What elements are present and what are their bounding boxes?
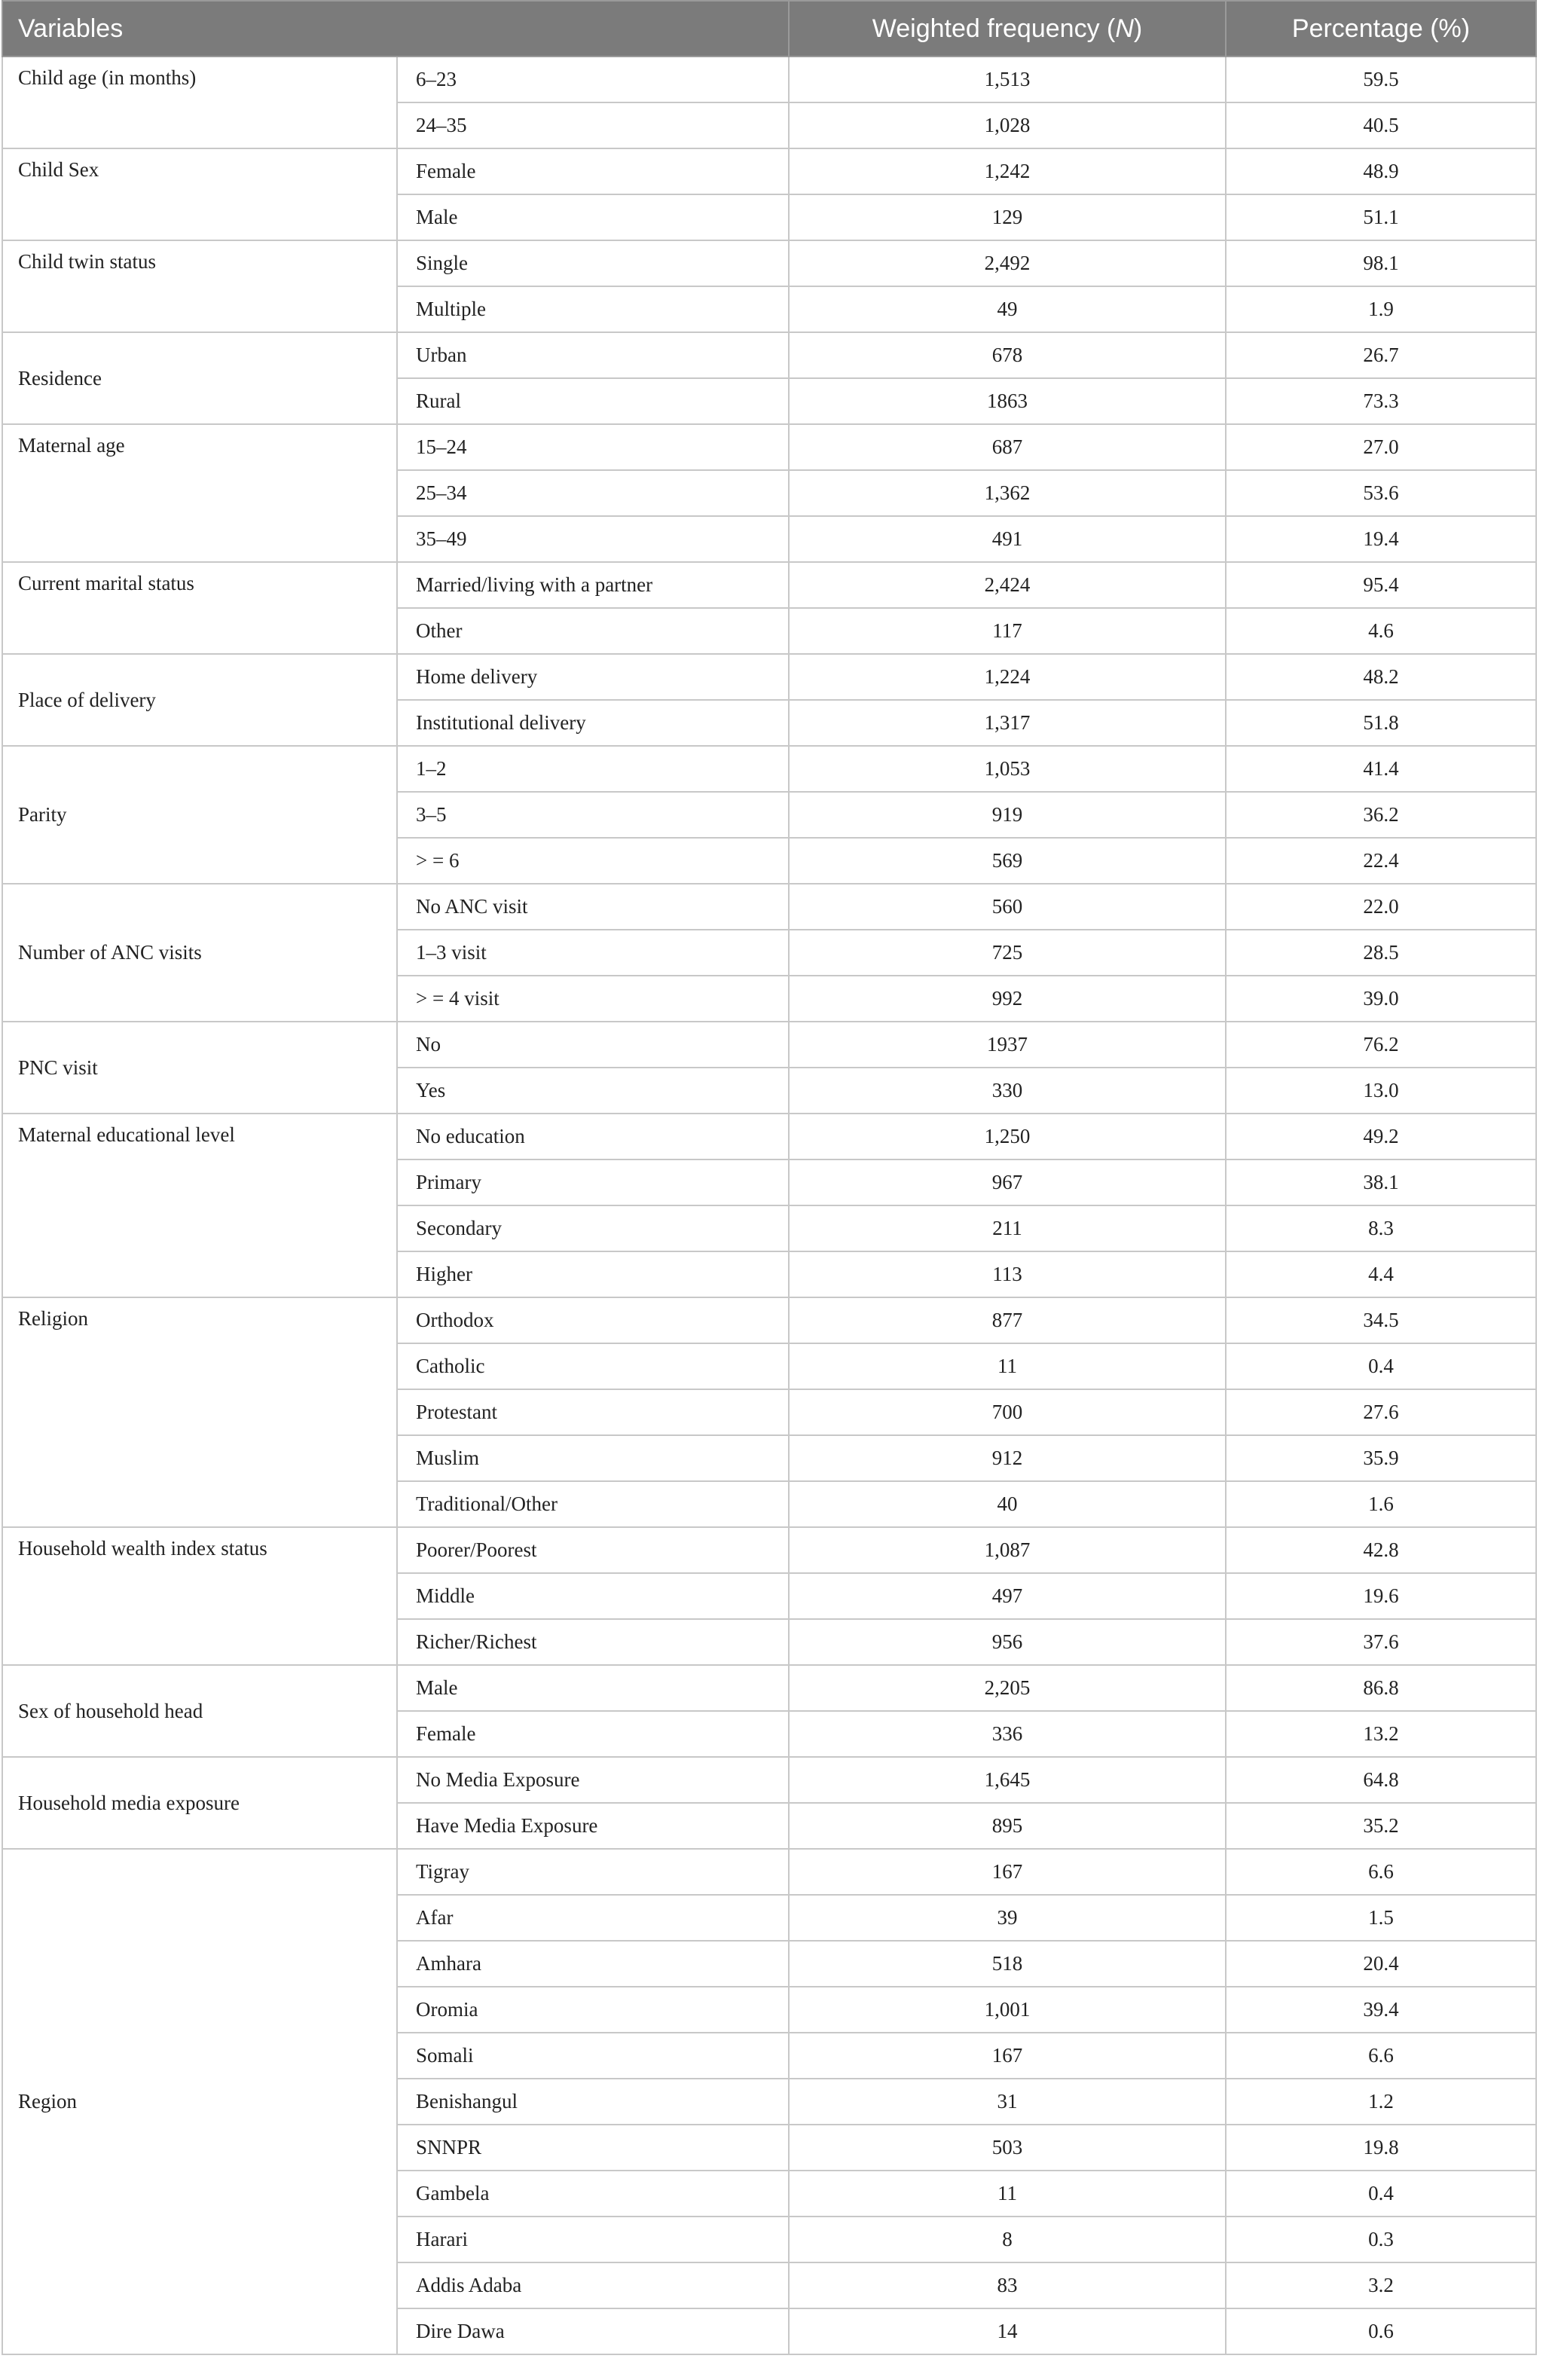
frequency-cell: 167 (789, 1849, 1226, 1895)
frequency-cell: 211 (789, 1205, 1226, 1251)
frequency-cell: 1,028 (789, 102, 1226, 148)
category-cell: 35–49 (397, 516, 789, 562)
category-cell: Rural (397, 378, 789, 424)
header-frequency-symbol: N (1115, 14, 1134, 43)
percentage-cell: 39.4 (1226, 1987, 1536, 2033)
category-cell: Female (397, 148, 789, 194)
frequency-cell: 83 (789, 2262, 1226, 2308)
frequency-cell: 895 (789, 1803, 1226, 1849)
percentage-cell: 0.3 (1226, 2217, 1536, 2262)
percentage-cell: 19.6 (1226, 1573, 1536, 1619)
category-cell: Dire Dawa (397, 2308, 789, 2354)
category-cell: SNNPR (397, 2125, 789, 2171)
frequency-cell: 1,362 (789, 470, 1226, 516)
variable-cell: Region (2, 1849, 397, 2354)
frequency-cell: 14 (789, 2308, 1226, 2354)
category-cell: 24–35 (397, 102, 789, 148)
percentage-cell: 0.4 (1226, 1343, 1536, 1389)
percentage-cell: 59.5 (1226, 57, 1536, 102)
percentage-cell: 1.5 (1226, 1895, 1536, 1941)
category-cell: Yes (397, 1068, 789, 1114)
percentage-cell: 40.5 (1226, 102, 1536, 148)
variable-cell: Household wealth index status (2, 1527, 397, 1665)
percentage-cell: 3.2 (1226, 2262, 1536, 2308)
category-cell: Urban (397, 332, 789, 378)
category-cell: > = 4 visit (397, 976, 789, 1022)
percentage-cell: 51.8 (1226, 700, 1536, 746)
table-body (2, 57, 1536, 2354)
table-row (2, 148, 1536, 194)
variable-cell: Child twin status (2, 240, 397, 332)
percentage-cell: 37.6 (1226, 1619, 1536, 1665)
category-cell: 1–2 (397, 746, 789, 792)
percentage-cell: 73.3 (1226, 378, 1536, 424)
category-cell: 25–34 (397, 470, 789, 516)
category-cell: Primary (397, 1159, 789, 1205)
header-frequency-prefix: Weighted frequency ( (872, 14, 1116, 43)
percentage-cell: 35.9 (1226, 1435, 1536, 1481)
frequency-cell: 992 (789, 976, 1226, 1022)
category-cell: Amhara (397, 1941, 789, 1987)
frequency-cell: 167 (789, 2033, 1226, 2079)
header-row (2, 1, 1536, 57)
percentage-cell: 19.8 (1226, 2125, 1536, 2171)
category-cell: Multiple (397, 286, 789, 332)
category-cell: Poorer/Poorest (397, 1527, 789, 1573)
table-row (2, 746, 1536, 792)
percentage-cell: 86.8 (1226, 1665, 1536, 1711)
frequency-cell: 518 (789, 1941, 1226, 1987)
category-cell: Afar (397, 1895, 789, 1941)
percentage-cell: 13.2 (1226, 1711, 1536, 1757)
category-cell: Harari (397, 2217, 789, 2262)
frequency-cell: 678 (789, 332, 1226, 378)
frequency-cell: 912 (789, 1435, 1226, 1481)
percentage-cell: 19.4 (1226, 516, 1536, 562)
category-cell: Female (397, 1711, 789, 1757)
frequency-cell: 8 (789, 2217, 1226, 2262)
percentage-cell: 20.4 (1226, 1941, 1536, 1987)
frequency-cell: 503 (789, 2125, 1226, 2171)
category-cell: Oromia (397, 1987, 789, 2033)
category-cell: Home delivery (397, 654, 789, 700)
variable-cell: Number of ANC visits (2, 884, 397, 1022)
category-cell: 1–3 visit (397, 930, 789, 976)
table-row (2, 1757, 1536, 1803)
frequency-cell: 31 (789, 2079, 1226, 2125)
frequency-cell: 919 (789, 792, 1226, 838)
category-cell: Catholic (397, 1343, 789, 1389)
percentage-cell: 6.6 (1226, 2033, 1536, 2079)
variable-cell: Current marital status (2, 562, 397, 654)
table-row (2, 654, 1536, 700)
frequency-cell: 967 (789, 1159, 1226, 1205)
frequency-cell: 1,224 (789, 654, 1226, 700)
frequency-cell: 39 (789, 1895, 1226, 1941)
percentage-cell: 35.2 (1226, 1803, 1536, 1849)
percentage-cell: 48.9 (1226, 148, 1536, 194)
category-cell: No Media Exposure (397, 1757, 789, 1803)
table-row (2, 240, 1536, 286)
percentage-cell: 34.5 (1226, 1297, 1536, 1343)
descriptive-statistics-table (2, 0, 1537, 2355)
table-row (2, 57, 1536, 102)
table-row (2, 1665, 1536, 1711)
percentage-cell: 13.0 (1226, 1068, 1536, 1114)
percentage-cell: 48.2 (1226, 654, 1536, 700)
percentage-cell: 51.1 (1226, 194, 1536, 240)
frequency-cell: 1,250 (789, 1114, 1226, 1159)
frequency-cell: 1863 (789, 378, 1226, 424)
frequency-cell: 11 (789, 1343, 1226, 1389)
percentage-cell: 95.4 (1226, 562, 1536, 608)
category-cell: 6–23 (397, 57, 789, 102)
table-row (2, 1849, 1536, 1895)
table-header (2, 1, 1536, 57)
category-cell: Higher (397, 1251, 789, 1297)
frequency-cell: 117 (789, 608, 1226, 654)
frequency-cell: 2,492 (789, 240, 1226, 286)
variable-cell: Residence (2, 332, 397, 424)
percentage-cell: 41.4 (1226, 746, 1536, 792)
header-weighted-frequency (789, 1, 1226, 57)
header-frequency-suffix: ) (1133, 14, 1143, 43)
category-cell: Other (397, 608, 789, 654)
variable-cell: Child age (in months) (2, 57, 397, 148)
frequency-cell: 1,053 (789, 746, 1226, 792)
percentage-cell: 26.7 (1226, 332, 1536, 378)
table-row (2, 884, 1536, 930)
category-cell: No ANC visit (397, 884, 789, 930)
category-cell: Male (397, 194, 789, 240)
variable-cell: Household media exposure (2, 1757, 397, 1849)
frequency-cell: 1,317 (789, 700, 1226, 746)
category-cell: Benishangul (397, 2079, 789, 2125)
category-cell: 3–5 (397, 792, 789, 838)
frequency-cell: 2,205 (789, 1665, 1226, 1711)
category-cell: Middle (397, 1573, 789, 1619)
variable-cell: Maternal age (2, 424, 397, 562)
percentage-cell: 28.5 (1226, 930, 1536, 976)
category-cell: No education (397, 1114, 789, 1159)
percentage-cell: 53.6 (1226, 470, 1536, 516)
percentage-cell: 1.2 (1226, 2079, 1536, 2125)
percentage-cell: 8.3 (1226, 1205, 1536, 1251)
category-cell: Richer/Richest (397, 1619, 789, 1665)
variable-cell: Child Sex (2, 148, 397, 240)
header-percentage: Percentage (%) (1226, 1, 1536, 57)
variable-cell: PNC visit (2, 1022, 397, 1114)
percentage-cell: 49.2 (1226, 1114, 1536, 1159)
percentage-cell: 27.6 (1226, 1389, 1536, 1435)
category-cell: Tigray (397, 1849, 789, 1895)
variable-cell: Place of delivery (2, 654, 397, 746)
category-cell: Muslim (397, 1435, 789, 1481)
percentage-cell: 39.0 (1226, 976, 1536, 1022)
table-row (2, 562, 1536, 608)
frequency-cell: 687 (789, 424, 1226, 470)
percentage-cell: 22.0 (1226, 884, 1536, 930)
category-cell: 15–24 (397, 424, 789, 470)
variable-cell: Parity (2, 746, 397, 884)
category-cell: Secondary (397, 1205, 789, 1251)
category-cell: Have Media Exposure (397, 1803, 789, 1849)
header-variables: Variables (2, 1, 789, 57)
category-cell: No (397, 1022, 789, 1068)
frequency-cell: 336 (789, 1711, 1226, 1757)
table-row (2, 1114, 1536, 1159)
table-container (2, 0, 1535, 2355)
percentage-cell: 42.8 (1226, 1527, 1536, 1573)
percentage-cell: 0.4 (1226, 2171, 1536, 2217)
frequency-cell: 700 (789, 1389, 1226, 1435)
category-cell: Male (397, 1665, 789, 1711)
category-cell: Married/living with a partner (397, 562, 789, 608)
frequency-cell: 1,513 (789, 57, 1226, 102)
table-row (2, 332, 1536, 378)
frequency-cell: 11 (789, 2171, 1226, 2217)
category-cell: Traditional/Other (397, 1481, 789, 1527)
percentage-cell: 76.2 (1226, 1022, 1536, 1068)
category-cell: Protestant (397, 1389, 789, 1435)
frequency-cell: 129 (789, 194, 1226, 240)
percentage-cell: 1.6 (1226, 1481, 1536, 1527)
percentage-cell: 27.0 (1226, 424, 1536, 470)
frequency-cell: 40 (789, 1481, 1226, 1527)
frequency-cell: 1937 (789, 1022, 1226, 1068)
variable-cell: Religion (2, 1297, 397, 1527)
frequency-cell: 1,087 (789, 1527, 1226, 1573)
category-cell: Institutional delivery (397, 700, 789, 746)
percentage-cell: 38.1 (1226, 1159, 1536, 1205)
frequency-cell: 1,001 (789, 1987, 1226, 2033)
frequency-cell: 113 (789, 1251, 1226, 1297)
percentage-cell: 4.4 (1226, 1251, 1536, 1297)
percentage-cell: 6.6 (1226, 1849, 1536, 1895)
percentage-cell: 22.4 (1226, 838, 1536, 884)
frequency-cell: 2,424 (789, 562, 1226, 608)
category-cell: Somali (397, 2033, 789, 2079)
category-cell: Addis Adaba (397, 2262, 789, 2308)
percentage-cell: 4.6 (1226, 608, 1536, 654)
category-cell: Gambela (397, 2171, 789, 2217)
frequency-cell: 330 (789, 1068, 1226, 1114)
category-cell: Orthodox (397, 1297, 789, 1343)
percentage-cell: 64.8 (1226, 1757, 1536, 1803)
percentage-cell: 98.1 (1226, 240, 1536, 286)
percentage-cell: 36.2 (1226, 792, 1536, 838)
category-cell: Single (397, 240, 789, 286)
table-row (2, 1527, 1536, 1573)
frequency-cell: 956 (789, 1619, 1226, 1665)
table-row (2, 1297, 1536, 1343)
frequency-cell: 877 (789, 1297, 1226, 1343)
table-row (2, 424, 1536, 470)
category-cell: > = 6 (397, 838, 789, 884)
percentage-cell: 1.9 (1226, 286, 1536, 332)
frequency-cell: 1,645 (789, 1757, 1226, 1803)
frequency-cell: 569 (789, 838, 1226, 884)
variable-cell: Sex of household head (2, 1665, 397, 1757)
table-row (2, 1022, 1536, 1068)
frequency-cell: 497 (789, 1573, 1226, 1619)
frequency-cell: 1,242 (789, 148, 1226, 194)
frequency-cell: 491 (789, 516, 1226, 562)
frequency-cell: 725 (789, 930, 1226, 976)
percentage-cell: 0.6 (1226, 2308, 1536, 2354)
frequency-cell: 560 (789, 884, 1226, 930)
frequency-cell: 49 (789, 286, 1226, 332)
variable-cell: Maternal educational level (2, 1114, 397, 1297)
